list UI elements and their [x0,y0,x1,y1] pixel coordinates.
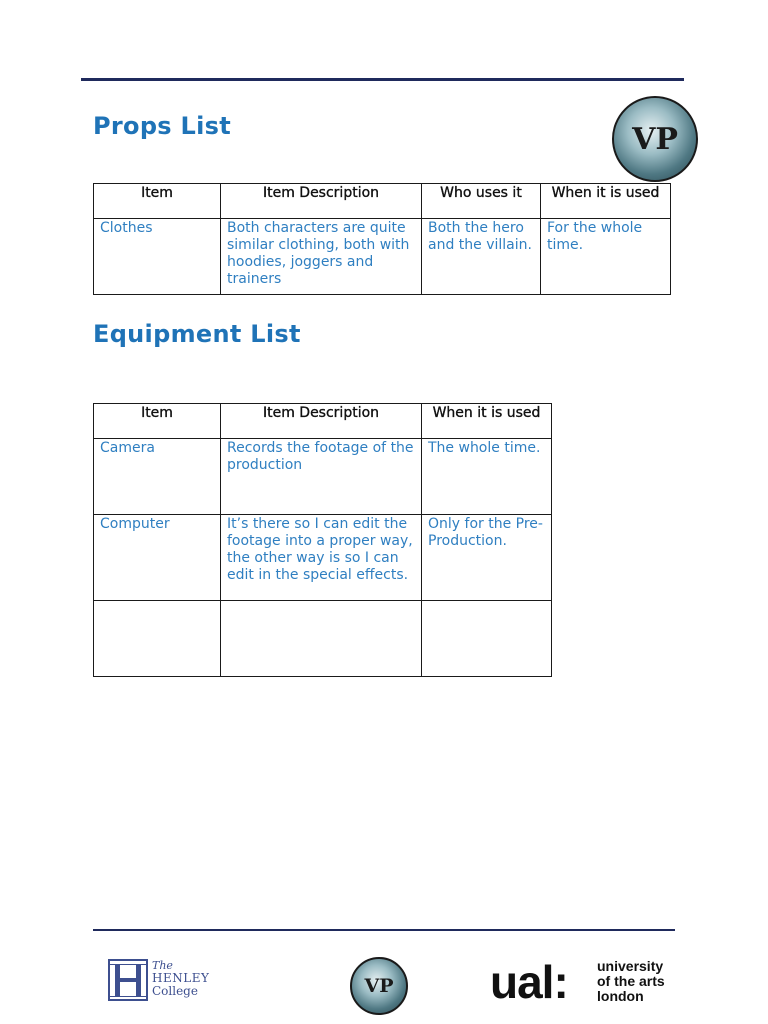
props-list-title: Props List [93,112,232,140]
table-cell: It’s there so I can edit the footage into a proper way, the other way is so I can edit in the special effects. [221,515,422,601]
vp-logo-text: VP [364,975,394,997]
table-row [94,219,671,295]
header-cell: Item Description [221,184,422,219]
header-cell: When it is used [541,184,671,219]
top-rule [81,78,684,81]
table-row [94,601,552,677]
table-cell: Computer [94,515,221,601]
ual-text-line: of the arts [597,973,665,989]
equipment-header-row [94,404,552,439]
table-cell: For the whole time. [541,219,671,295]
vp-logo-footer [350,957,408,1015]
ual-mark: ual: [490,956,568,1008]
header-cell: Item [94,404,221,439]
vp-logo-text: VP [632,121,678,157]
header-cell: Who uses it [422,184,541,219]
table-cell: Records the footage of the production [221,439,422,515]
table-cell: Both characters are quite similar clothing, both with hoodies, joggers and trainers [221,219,422,295]
ual-logo [490,958,676,1006]
props-header-row [94,184,671,219]
ual-wordmark [597,959,665,1004]
henley-text-line: HENLEY [152,971,210,985]
henley-text-line: College [152,984,198,998]
table-cell: Camera [94,439,221,515]
props-table [93,183,671,295]
table-cell [221,601,422,677]
table-row [94,515,552,601]
equipment-table [93,403,552,677]
header-cell: When it is used [422,404,552,439]
table-cell: Clothes [94,219,221,295]
ual-text-line: university [597,958,664,974]
table-cell [94,601,221,677]
henley-college-wordmark [152,959,209,998]
table-cell: Both the hero and the villain. [422,219,541,295]
table-cell [422,601,552,677]
vp-logo [612,96,698,182]
henley-text-line: The [152,959,173,972]
henley-h-icon [108,959,148,1001]
table-cell: Only for the Pre-Production. [422,515,552,601]
table-cell: The whole time. [422,439,552,515]
table-row [94,439,552,515]
henley-college-logo [108,959,208,1003]
header-cell: Item [94,184,221,219]
equipment-list-title: Equipment List [93,320,301,348]
header-cell: Item Description [221,404,422,439]
ual-text-line: london [597,988,644,1004]
bottom-rule [93,929,675,931]
